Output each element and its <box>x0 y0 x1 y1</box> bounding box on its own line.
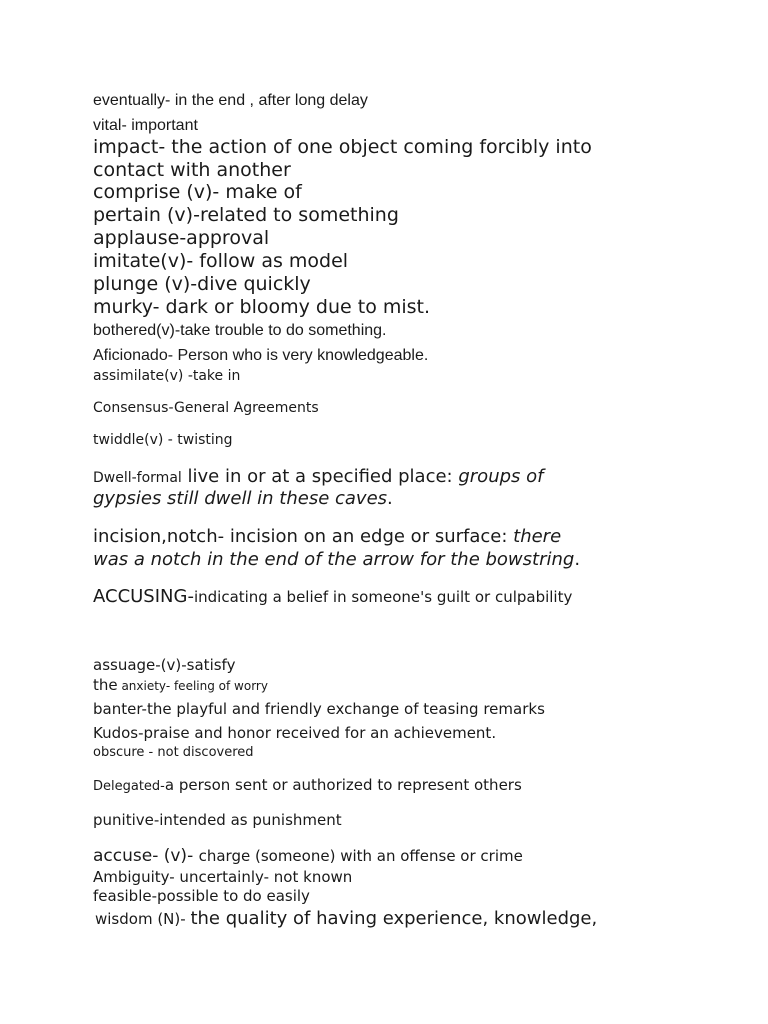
entry-vital: vital- important <box>93 117 198 134</box>
entry-dwell-line2 <box>93 490 393 508</box>
incision-example-end: was a notch in the end of the arrow for the bowstring <box>93 549 575 570</box>
entry-imitate: imitate(v)- follow as model <box>93 250 349 272</box>
entry-feasible: feasible-possible to do easily <box>93 887 310 905</box>
anxiety-prefix: the <box>93 676 118 694</box>
entry-ambiguity: Ambiguity- uncertainly- not known <box>93 868 353 886</box>
entry-comprise: comprise (v)- make of <box>93 181 302 203</box>
incision-period: . <box>574 549 581 570</box>
wisdom-definition: the quality of having experience, knowledge, <box>190 908 598 929</box>
entry-anxiety <box>93 678 268 693</box>
dwell-example-end: gypsies still dwell in these caves <box>93 488 388 509</box>
entry-twiddle: twiddle(v) - twisting <box>93 432 233 448</box>
entry-kudos: Kudos-praise and honor received for an achievement. <box>93 724 497 742</box>
dwell-example-start: groups of <box>458 466 544 487</box>
entry-obscure: obscure - not discovered <box>93 745 254 760</box>
entry-incision-line1 <box>93 528 561 546</box>
entry-punitive: punitive-intended as punishment <box>93 811 342 829</box>
entry-delegated <box>93 778 522 793</box>
banter-definition: the playful and friendly exchange of teasing remarks <box>146 700 545 718</box>
accusing-term: ACCUSING- <box>93 586 194 607</box>
banter-term: banter- <box>93 700 147 718</box>
entry-pertain: pertain (v)-related to something <box>93 204 399 226</box>
incision-example-start: there <box>513 526 562 547</box>
entry-incision-line2 <box>93 551 580 569</box>
accuse-definition: charge (someone) with an offense or crime <box>198 847 523 865</box>
entry-impact-line1: impact- the action of one object coming forcibly into <box>93 136 592 158</box>
accusing-definition: indicating a belief in someone's guilt or culpability <box>193 588 573 606</box>
entry-impact-line2: contact with another <box>93 159 291 181</box>
delegated-definition: a person sent or authorized to represent others <box>164 776 522 794</box>
entry-eventually: eventually- in the end , after long delay <box>93 92 368 109</box>
entry-consensus: Consensus-General Agreements <box>93 400 319 416</box>
accuse-term: accuse- (v)- <box>93 846 199 866</box>
entry-assimilate: assimilate(v) -take in <box>93 368 241 384</box>
dwell-period: . <box>387 488 393 509</box>
entry-applause: applause-approval <box>93 227 270 249</box>
incision-definition: incision,notch- incision on an edge or surface: <box>93 526 514 547</box>
entry-banter <box>93 702 545 717</box>
entry-assuage: assuage-(v)-satisfy <box>93 656 236 674</box>
entry-wisdom <box>95 910 597 928</box>
delegated-term: Delegated- <box>93 779 165 794</box>
wisdom-term: wisdom (N)- <box>95 910 191 928</box>
entry-accusing <box>93 588 572 606</box>
entry-aficionado: Aficionado- Person who is very knowledgeable. <box>93 347 429 364</box>
anxiety-definition: anxiety- feeling of worry <box>117 679 268 693</box>
dwell-term: Dwell-formal <box>93 470 182 486</box>
entry-accuse <box>93 848 523 865</box>
entry-bothered: bothered(v)-take trouble to do something. <box>93 322 387 339</box>
entry-plunge: plunge (v)-dive quickly <box>93 273 311 295</box>
dwell-definition: live in or at a specified place: <box>181 466 459 487</box>
entry-dwell-line1 <box>93 468 543 486</box>
entry-murky: murky- dark or bloomy due to mist. <box>93 296 431 318</box>
